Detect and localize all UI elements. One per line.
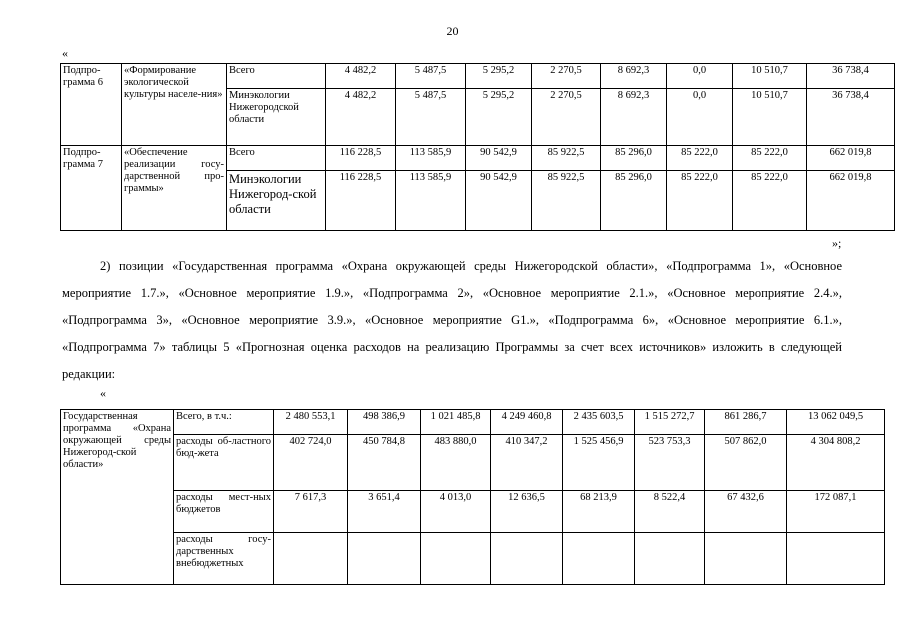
open-quote-1: « — [62, 46, 68, 60]
value-cell — [491, 533, 563, 585]
value-cell — [635, 533, 705, 585]
value-cell: 2 435 603,5 — [563, 410, 635, 435]
row-label: расходы об-ластного бюд-жета — [174, 435, 274, 491]
value-cell: 0,0 — [667, 64, 733, 89]
value-cell: 402 724,0 — [274, 435, 348, 491]
value-cell: 4 482,2 — [326, 89, 396, 146]
row-label: расходы госу-дарственных внебюджетных — [174, 533, 274, 585]
value-cell: 116 228,5 — [326, 146, 396, 171]
value-cell: 861 286,7 — [705, 410, 787, 435]
value-cell: 410 347,2 — [491, 435, 563, 491]
subprogram-6-title: «Формирование экологической культуры населе-ния» — [122, 64, 227, 146]
value-cell: 90 542,9 — [466, 146, 532, 171]
value-cell: 85 222,0 — [733, 171, 807, 231]
value-cell: 450 784,8 — [348, 435, 421, 491]
value-cell: 1 515 272,7 — [635, 410, 705, 435]
value-cell: 483 880,0 — [421, 435, 491, 491]
value-cell — [274, 533, 348, 585]
page-number: 20 — [446, 24, 459, 38]
row-label: Всего, в т.ч.: — [174, 410, 274, 435]
close-quote: »; — [832, 236, 842, 250]
value-cell: 8 522,4 — [635, 491, 705, 533]
value-cell: 172 087,1 — [787, 491, 885, 533]
value-cell: 4 013,0 — [421, 491, 491, 533]
amendment-paragraph — [62, 253, 842, 388]
value-cell: 2 270,5 — [532, 64, 601, 89]
value-cell: 85 222,0 — [667, 171, 733, 231]
value-cell: 5 295,2 — [466, 64, 532, 89]
value-cell — [348, 533, 421, 585]
value-cell: 12 636,5 — [491, 491, 563, 533]
value-cell: 85 922,5 — [532, 146, 601, 171]
state-program-name: Государственная программа «Охрана окружающей среды Нижегород-ской области» — [61, 410, 174, 585]
value-cell: 85 922,5 — [532, 171, 601, 231]
subprogram-6-name: Подпро-грамма 6 — [61, 64, 122, 146]
value-cell: 2 480 553,1 — [274, 410, 348, 435]
value-cell: 116 228,5 — [326, 171, 396, 231]
value-cell: 67 432,6 — [705, 491, 787, 533]
row-label: Минэкологии Нижегородской области — [227, 89, 326, 146]
value-cell: 5 487,5 — [396, 89, 466, 146]
value-cell: 68 213,9 — [563, 491, 635, 533]
expenses-table-2 — [60, 409, 885, 585]
value-cell: 662 019,8 — [807, 171, 895, 231]
paragraph-text: 2) позиции «Государственная программа «Охрана окружающей среды Нижегородской области», «Подпрограмма 1», «Основное мероприятие 1.7.», «Основное мероприятие 1.9.», «Подпрограмма 2», «Основное мероприятие 2.1.», «Основное мероприятие 2.4.», «Подпрограмма 3», «Основное мероприятие 3.9.», «Основное мероприятие G1.», «Подпрограмма 6», «Основное мероприятие 6.1.», «Подпрограмма 7» таблицы 5 «Прогнозная оценка расходов на реализацию Программы за счет всех источников» изложить в следующей редакции: — [62, 259, 842, 381]
open-quote-2: « — [100, 386, 106, 400]
value-cell: 498 386,9 — [348, 410, 421, 435]
value-cell: 1 021 485,8 — [421, 410, 491, 435]
value-cell: 85 296,0 — [601, 171, 667, 231]
value-cell: 85 222,0 — [733, 146, 807, 171]
row-label: расходы мест-ных бюджетов — [174, 491, 274, 533]
value-cell — [563, 533, 635, 585]
value-cell: 13 062 049,5 — [787, 410, 885, 435]
subprogram-7-name: Подпро-грамма 7 — [61, 146, 122, 231]
value-cell: 10 510,7 — [733, 89, 807, 146]
value-cell: 4 482,2 — [326, 64, 396, 89]
value-cell: 113 585,9 — [396, 146, 466, 171]
value-cell: 507 862,0 — [705, 435, 787, 491]
value-cell: 523 753,3 — [635, 435, 705, 491]
value-cell: 8 692,3 — [601, 64, 667, 89]
value-cell: 8 692,3 — [601, 89, 667, 146]
row-label: Всего — [227, 64, 326, 89]
value-cell: 10 510,7 — [733, 64, 807, 89]
value-cell: 36 738,4 — [807, 89, 895, 146]
value-cell: 1 525 456,9 — [563, 435, 635, 491]
value-cell — [705, 533, 787, 585]
value-cell: 36 738,4 — [807, 64, 895, 89]
expenses-table-1 — [60, 63, 895, 231]
value-cell: 2 270,5 — [532, 89, 601, 146]
value-cell: 662 019,8 — [807, 146, 895, 171]
value-cell: 5 487,5 — [396, 64, 466, 89]
value-cell: 4 304 808,2 — [787, 435, 885, 491]
row-label: Минэкологии Нижегород-ской области — [227, 171, 326, 231]
value-cell: 90 542,9 — [466, 171, 532, 231]
row-label: Всего — [227, 146, 326, 171]
value-cell — [421, 533, 491, 585]
value-cell — [787, 533, 885, 585]
value-cell: 5 295,2 — [466, 89, 532, 146]
value-cell: 0,0 — [667, 89, 733, 146]
value-cell: 85 296,0 — [601, 146, 667, 171]
value-cell: 7 617,3 — [274, 491, 348, 533]
value-cell: 85 222,0 — [667, 146, 733, 171]
value-cell: 4 249 460,8 — [491, 410, 563, 435]
value-cell: 113 585,9 — [396, 171, 466, 231]
value-cell: 3 651,4 — [348, 491, 421, 533]
subprogram-7-title: «Обеспечение реализации госу-дарственной про-граммы» — [122, 146, 227, 231]
